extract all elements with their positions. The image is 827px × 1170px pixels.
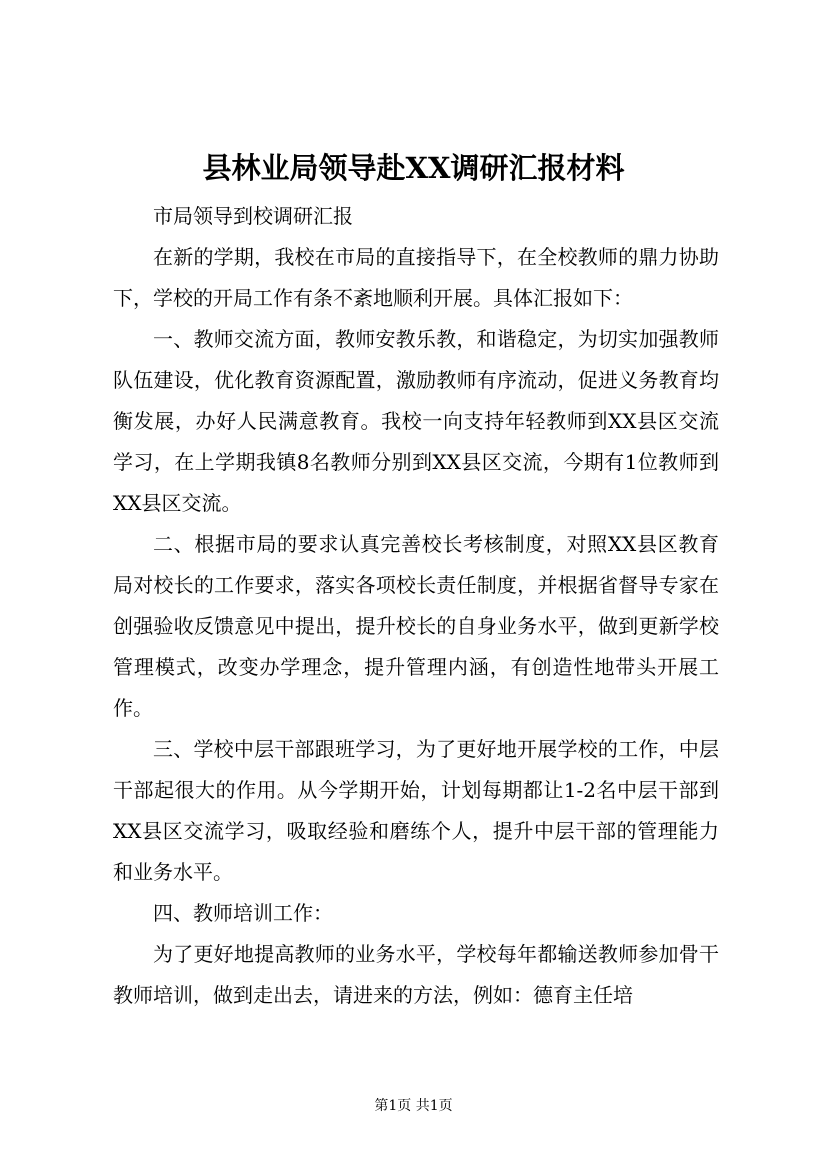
paragraph-training: 为了更好地提高教师的业务水平，学校每年都输送教师参加骨干教师培训，做到走出去，请进来的方法，例如：德育主任培: [113, 942, 719, 1007]
paragraph-principal-assessment: 二、根据市局的要求认真完善校长考核制度，对照XX县区教育局对校长的工作要求，落实各项校长责任制度，并根据省督导专家在创强验收反馈意见中提出，提升校长的自身业务水平，做到更新学校管理模式，改变办学理念，提升管理内涵，有创造性地带头开展工作。: [113, 532, 719, 720]
paragraph-subtitle: 市局领导到校调研汇报: [153, 204, 353, 228]
paragraph-intro: 在新的学期，我校在市局的直接指导下，在全校教师的鼎力协助下，学校的开局工作有条不紊地顺利开展。具体汇报如下：: [113, 245, 719, 310]
paragraph-training-heading: 四、教师培训工作：: [153, 901, 333, 925]
document-title: 县林业局领导赴XX调研汇报材料: [202, 151, 625, 185]
paragraph-middle-management: 三、学校中层干部跟班学习，为了更好地开展学校的工作，中层干部起很大的作用。从今学期开始，计划每期都让1-2名中层干部到XX县区交流学习，吸取经验和磨练个人，提升中层干部的管理能力和业务水平。: [113, 737, 719, 884]
page-footer: 第1页 共1页: [374, 1098, 453, 1114]
paragraph-teacher-exchange: 一、教师交流方面，教师安教乐教，和谐稳定，为切实加强教师队伍建设，优化教育资源配置，激励教师有序流动，促进义务教育均衡发展，办好人民满意教育。我校一向支持年轻教师到XX县区交流学习，在上学期我镇8名教师分别到XX县区交流，今期有1位教师到XX县区交流。: [113, 327, 719, 515]
document-body: [113, 196, 719, 1016]
